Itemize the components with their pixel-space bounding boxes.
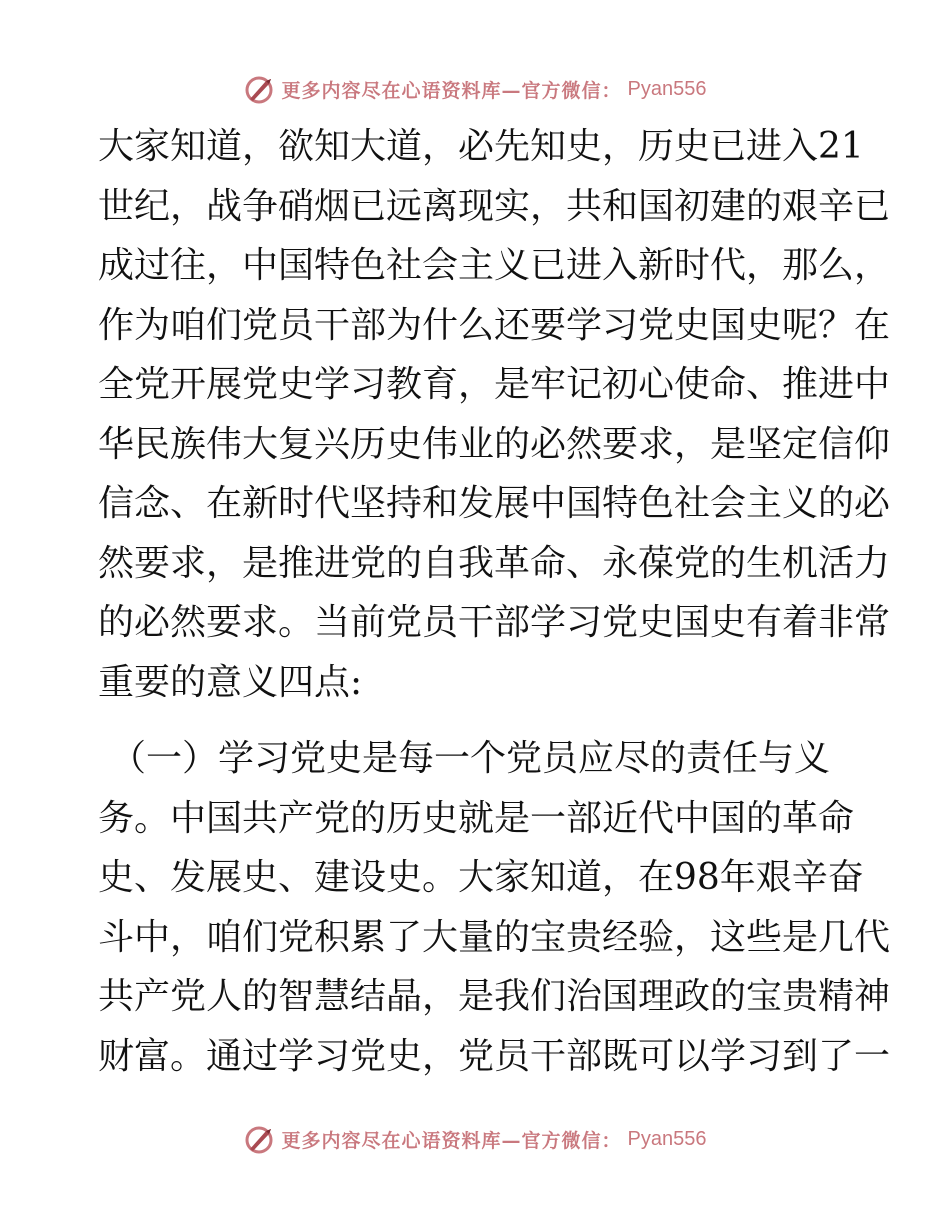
header-watermark-banner (0, 72, 950, 106)
text-line: 世纪，战争硝烟已远离现实，共和国初建的艰辛已 (98, 185, 891, 227)
pen-logo-icon (244, 1123, 276, 1155)
footer-watermark-banner (0, 1122, 950, 1156)
footer-watermark-text: 更多内容尽在心语资料库—官方微信： (281, 1129, 622, 1152)
paragraph-section-one (98, 729, 891, 1086)
header-watermark-handle: Pyan556 (627, 77, 707, 100)
text-line: 重要的意义四点: (98, 661, 363, 703)
text-line: 然要求，是推进党的自我革命、永葆党的生机活力 (98, 542, 891, 584)
header-watermark-text: 更多内容尽在心语资料库—官方微信： (281, 79, 622, 102)
text-line: 务。中国共产党的历史就是一部近代中国的革命 (98, 797, 855, 839)
text-line: 财富。通过学习党史，党员干部既可以学习到了一 (98, 1035, 891, 1077)
text-line: 全党开展党史学习教育，是牢记初心使命、推进中 (98, 364, 891, 405)
paragraph-spacer (98, 712, 848, 729)
text-line: 的必然要求。当前党员干部学习党史国史有着非常 (98, 602, 891, 643)
text-line: 成过往，中国特色社会主义已进入新时代，那么， (98, 245, 891, 286)
text-line: 大家知道，欲知大道，必先知史，历史已进入21 (98, 126, 864, 167)
text-line: 作为咱们党员干部为什么还要学习党史国史呢？在 (98, 304, 891, 346)
pen-logo-icon (244, 73, 276, 105)
text-line: 史、发展史、建设史。大家知道，在98年艰辛奋 (98, 857, 864, 898)
document-body (98, 117, 891, 1086)
text-line: 斗中，咱们党积累了大量的宝贵经验，这些是几代 (98, 916, 891, 958)
section-heading-line: （一）学习党史是每一个党员应尽的责任与义 (110, 738, 831, 779)
text-line: 共产党人的智慧结晶，是我们治国理政的宝贵精神 (98, 976, 891, 1017)
text-line: 信念、在新时代坚持和发展中国特色社会主义的必 (98, 483, 891, 524)
paragraph-intro (98, 117, 891, 712)
footer-watermark-handle: Pyan556 (627, 1127, 707, 1150)
text-line: 华民族伟大复兴历史伟业的必然要求，是坚定信仰 (98, 423, 891, 465)
